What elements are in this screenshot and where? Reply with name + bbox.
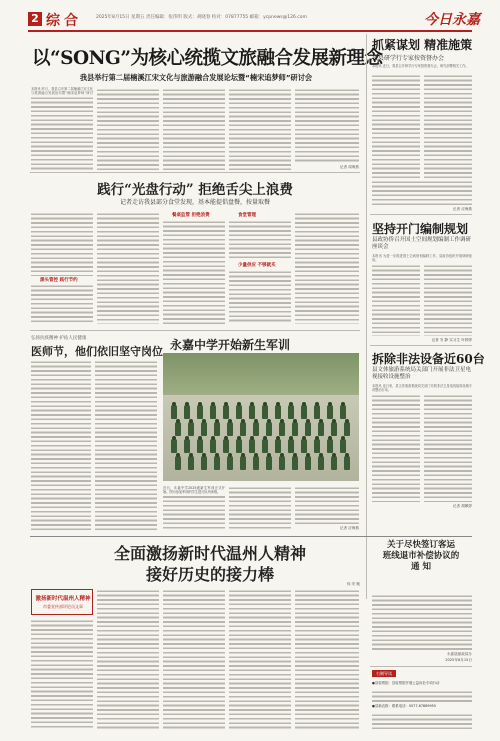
military-caption-col-3: [295, 486, 359, 526]
doctor-col-1: [31, 360, 91, 530]
practice-col-4b: [229, 270, 291, 324]
soldier-figure: [344, 456, 350, 470]
soldier-figure: [236, 439, 242, 453]
soldier-figure: [175, 456, 181, 470]
notice-title-line1: 关于尽快签订客运: [386, 540, 455, 550]
notice-title-block: [370, 540, 472, 592]
practice-col-1: [31, 212, 93, 276]
row-divider-1: [30, 172, 360, 173]
practice-headline: 践行“光盘行动” 拒绝舌尖上浪费: [97, 182, 293, 198]
header-info: 2025年8月15日 星期五 责任编辑：张伟明 版式：胡晓春 校对：07877755 邮箱：ycpnews@126.com: [96, 15, 307, 20]
doctor-col-2: [95, 360, 157, 530]
soldier-figure: [214, 422, 220, 436]
page-header: [0, 0, 500, 40]
newspaper-logo: 今日永嘉: [424, 12, 480, 28]
practice-col-1b: [31, 284, 93, 324]
soldier-figure: [318, 456, 324, 470]
right-top-col-2: [424, 74, 472, 178]
practice-col-3: [163, 220, 225, 324]
military-caption: 近日，永嘉中学2025级新生军训正式开始。图为参加军训的学生进行队列训练。: [163, 486, 225, 495]
row-divider-3: [30, 536, 472, 537]
practice-tag-2: 源头管控 践行节约: [40, 278, 78, 283]
soldier-figure: [201, 422, 207, 436]
military-author: 记者 应海燕: [339, 526, 359, 530]
soldier-figure: [236, 405, 242, 419]
notice-body: [372, 594, 472, 650]
right-mid-subhead: 县政协侨召开国土空间规划编制工作调研座谈会: [372, 237, 472, 250]
soldier-figure: [318, 422, 324, 436]
lead-col-1: [31, 96, 93, 170]
soldier-figure: [279, 422, 285, 436]
soldier-figure: [249, 439, 255, 453]
right-low-subhead: 县文体旅游系统局关部门开展非法卫星电视接收设施整治: [372, 367, 472, 380]
soldier-figure: [253, 456, 259, 470]
soldier-figure: [275, 405, 281, 419]
bottom-col-3: [163, 589, 225, 729]
soldier-figure: [288, 405, 294, 419]
right-top-lead-text: 本报讯 近日，我县召开研学行专家按资督办会，研究部署相关工作。: [372, 64, 469, 68]
military-photo: [163, 353, 359, 481]
right-low-lead-text: 本报讯 连日来，县文体旅游系统局关部门开展非法卫星电视接收设施专项整治行动。: [372, 384, 472, 393]
soldier-figure: [227, 422, 233, 436]
promo-body-1: [372, 690, 472, 702]
promo-line-1: ●县检察院：县检察院开展公益诉讼专项行动: [372, 681, 440, 685]
soldier-figure: [266, 456, 272, 470]
lead-headline: 以“SONG”为核心统揽文旅融合发展新理念: [32, 48, 383, 69]
soldier-figure: [275, 439, 281, 453]
soldier-figure: [171, 405, 177, 419]
bottom-author: 伟 安 舰: [346, 582, 360, 586]
soldier-figure: [266, 422, 272, 436]
right-mid-lead-text: 本报讯 为进一步推进国土空间规划编制工作，县政协组织开展调研座谈。: [372, 254, 472, 263]
soldier-figure: [197, 405, 203, 419]
right-top-col-1: [372, 74, 420, 178]
bottom-col-4: [229, 589, 291, 729]
photo-trees: [163, 353, 359, 395]
notice-title-line3: 通 知: [411, 562, 431, 572]
lead-author: 记者 周海燕: [339, 165, 359, 169]
soldier-figure: [188, 422, 194, 436]
right-divider-1: [370, 214, 472, 215]
practice-col-2: [97, 212, 159, 324]
section-title: 综合: [46, 13, 82, 29]
soldier-figure: [188, 456, 194, 470]
right-top-author: 记者 应海燕: [452, 207, 472, 211]
doctor-headline: 医师节，他们依旧坚守岗位: [31, 345, 163, 358]
soldier-figure: [175, 422, 181, 436]
bottom-box-title: 激扬新时代温州人精神: [35, 596, 91, 602]
right-mid-headline: 坚持开门编制规划: [372, 222, 469, 236]
page-number: 2: [28, 12, 42, 26]
soldier-figure: [201, 456, 207, 470]
soldier-figure: [171, 439, 177, 453]
practice-col-4: [229, 220, 291, 260]
practice-col-5: [295, 212, 359, 324]
notice-title-line2: 班线退市补偿协议的: [382, 551, 460, 561]
soldier-figure: [214, 456, 220, 470]
soldier-figure: [227, 456, 233, 470]
header-rule: [28, 30, 472, 32]
practice-tag-3: 餐桌监管 拒绝浪费: [172, 213, 210, 218]
soldier-figure: [210, 405, 216, 419]
military-headline: 永嘉中学开始新生军训: [170, 338, 291, 352]
right-low-col-1: [372, 394, 420, 502]
bottom-box-sub: 市委宣传部评论员文章: [43, 604, 83, 609]
notice-date: 2025年8月15日: [445, 658, 472, 662]
soldier-figure: [184, 439, 190, 453]
soldier-figure: [305, 456, 311, 470]
right-divider-3: [370, 666, 472, 667]
right-top-subhead: 我县研学行专家按资督办会: [372, 55, 445, 62]
soldier-figure: [340, 405, 346, 419]
practice-tag-1: 食堂管理: [238, 213, 256, 218]
bottom-feature-box: [31, 589, 93, 615]
bottom-col-5: [295, 589, 359, 729]
lead-subhead: 我县举行第二届楠溪江宋文化与旅游融合发展论坛暨“楠宋追梦师”研讨会: [79, 73, 313, 82]
soldier-figure: [262, 405, 268, 419]
right-mid-author: 记者 安 静 实习生 叶婷婷: [431, 338, 472, 342]
soldier-figure: [223, 405, 229, 419]
doctor-kicker: 弘扬抗疫精神 护佑人民健康: [31, 336, 87, 341]
bottom-headline-line1: 全面激扬新时代温州人精神: [113, 544, 306, 563]
military-caption-col-2: [229, 486, 291, 530]
right-low-col-2: [424, 394, 472, 502]
right-top-headline: 抓紧谋划 精准施策: [372, 38, 473, 52]
soldier-figure: [249, 405, 255, 419]
promo-tag: 右侧导读: [372, 670, 396, 677]
soldier-figure: [327, 439, 333, 453]
soldier-figure: [344, 422, 350, 436]
soldier-figure: [340, 439, 346, 453]
soldier-figure: [223, 439, 229, 453]
right-low-author: 记者 胡佩婷: [452, 504, 472, 508]
notice-signer: 永嘉县邮政局办: [446, 652, 472, 656]
soldier-figure: [262, 439, 268, 453]
soldier-figure: [305, 422, 311, 436]
lead-col-4: [229, 88, 291, 170]
bottom-col-2: [97, 589, 159, 729]
soldier-figure: [314, 439, 320, 453]
right-low-headline: 拆除非法设备近60台: [372, 352, 485, 366]
soldier-figure: [184, 405, 190, 419]
soldier-figure: [253, 422, 259, 436]
column-divider: [366, 34, 367, 599]
right-divider-2: [370, 345, 472, 346]
soldier-figure: [301, 439, 307, 453]
soldier-figure: [327, 405, 333, 419]
soldier-figure: [314, 405, 320, 419]
soldier-figure: [331, 456, 337, 470]
practice-tag-4: 少量供应 不够就买: [238, 263, 276, 268]
row-divider-2: [30, 330, 360, 331]
soldier-figure: [288, 439, 294, 453]
soldier-figure: [292, 422, 298, 436]
practice-subhead: 记者走访我县部分食堂发现，基本能提倡盘餐，按量取餐: [119, 199, 270, 206]
bottom-headline-line2: 接好历史的接力棒: [145, 565, 274, 584]
lead-col-3: [163, 88, 225, 170]
soldier-figure: [240, 456, 246, 470]
bottom-col-1: [31, 619, 93, 729]
soldier-figure: [197, 439, 203, 453]
soldier-figure: [301, 405, 307, 419]
promo-line-2: ●县新农推：联系电话：0577-67889955: [372, 704, 436, 708]
promo-body-2: [372, 713, 472, 729]
soldier-figure: [279, 456, 285, 470]
right-mid-col-2: [424, 264, 472, 336]
soldier-figure: [292, 456, 298, 470]
lead-col-2: [97, 88, 159, 170]
right-mid-col-1: [372, 264, 420, 336]
soldier-figure: [240, 422, 246, 436]
lead-col-5: [295, 88, 359, 164]
soldier-figure: [331, 422, 337, 436]
right-top-col-3: [372, 180, 472, 206]
lead-lead-text: 本报讯 昨日，我县召开第二届楠溪江宋文化与旅游融合发展论坛暨“楠宋追梦师”研讨: [31, 87, 93, 96]
soldier-figure: [210, 439, 216, 453]
